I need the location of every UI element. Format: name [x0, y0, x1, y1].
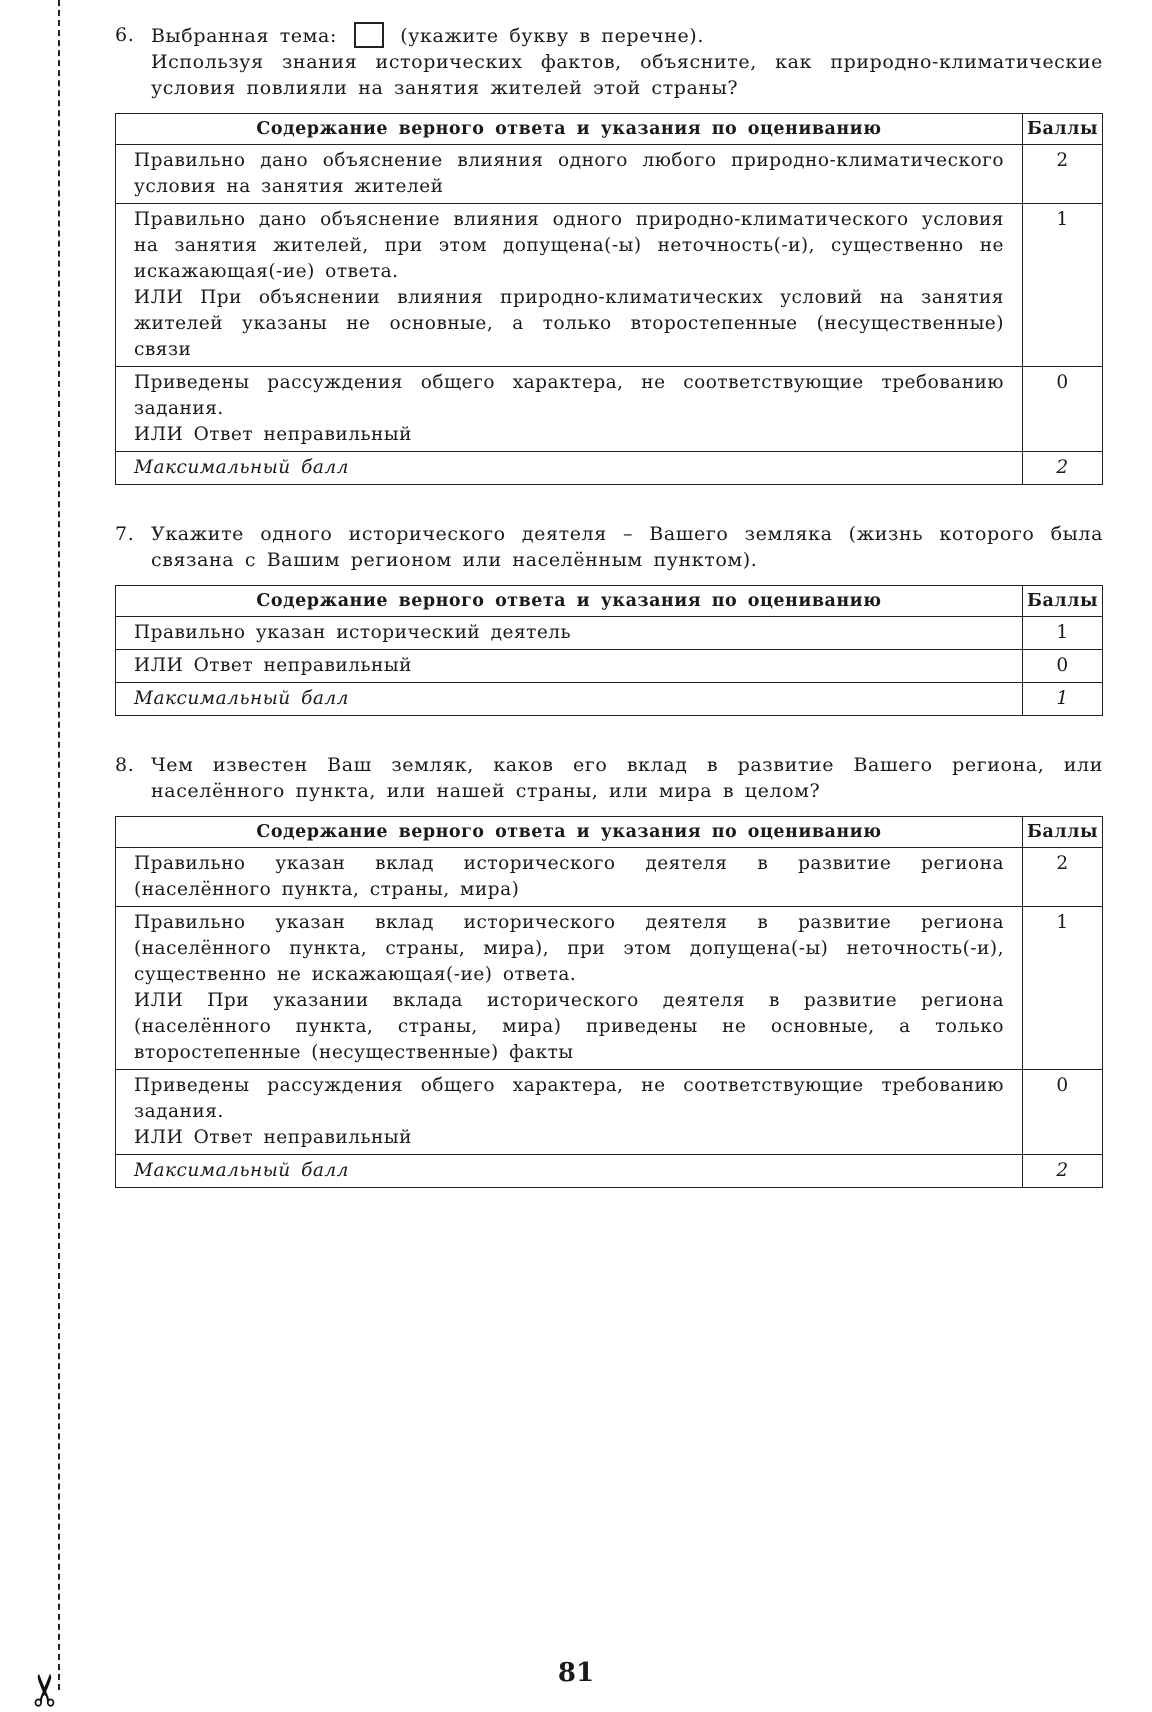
criterion-line: Правильно указан вклад исторического деятеля в развитие региона (населённого пункта, страны, мира), при этом допущена(-ы) неточность(-и), существенно не искажающая(-ие) ответа.: [134, 912, 1004, 985]
max-score-value: 2: [1022, 1155, 1102, 1188]
question-8: [115, 752, 1103, 804]
criterion-line: ИЛИ Ответ неправильный: [134, 1127, 412, 1148]
question-number: 7.: [115, 523, 135, 545]
criterion-score: 2: [1022, 848, 1102, 907]
topic-label: Выбранная тема:: [151, 25, 337, 47]
table-row: [116, 650, 1103, 683]
table-row: [116, 1070, 1103, 1155]
table-row: [116, 367, 1103, 452]
criterion-text: [116, 650, 1023, 683]
grading-table-6: [115, 113, 1103, 485]
table-row: [116, 617, 1103, 650]
scissors-icon: ✂: [20, 1671, 72, 1709]
table-header-row: [116, 114, 1103, 145]
criterion-line: ИЛИ При указании вклада исторического деятеля в развитие региона (населённого пункта, страны, мира) приведены не основные, а только второстепенные (несущественные) факты: [134, 990, 1004, 1063]
max-score-value: 1: [1022, 683, 1102, 716]
question-prompt: Используя знания исторических фактов, объясните, как природно-климатические условия повлияли на занятия жителей этой страны?: [151, 51, 1103, 99]
max-score-label: Максимальный балл: [116, 452, 1023, 485]
question-number: 8.: [115, 754, 135, 776]
criterion-score: 0: [1022, 1070, 1102, 1155]
criterion-line: Правильно дано объяснение влияния одного природно-климатического условия на занятия жителей, при этом допущена(-ы) неточность(-и), существенно не искажающая(-ие) ответа.: [134, 209, 1004, 282]
table-row: [116, 204, 1103, 367]
header-score: Баллы: [1022, 817, 1102, 848]
criterion-text: [116, 204, 1023, 367]
criterion-text: [116, 145, 1023, 204]
table-row: [116, 907, 1103, 1070]
criterion-score: 0: [1022, 367, 1102, 452]
criterion-line: Правильно указан вклад исторического деятеля в развитие региона (населённого пункта, страны, мира): [134, 853, 1004, 900]
criterion-text: [116, 367, 1023, 452]
max-score-row: [116, 683, 1103, 716]
criterion-score: 1: [1022, 617, 1102, 650]
criterion-line: Приведены рассуждения общего характера, не соответствующие требованию задания.: [134, 372, 1004, 419]
header-content: Содержание верного ответа и указания по оцениванию: [116, 586, 1023, 617]
header-content: Содержание верного ответа и указания по оцениванию: [116, 114, 1023, 145]
table-row: [116, 848, 1103, 907]
question-7: [115, 521, 1103, 573]
question-prompt: Укажите одного исторического деятеля – Вашего земляка (жизнь которого была связана с Вашим регионом или населённым пунктом).: [151, 523, 1103, 571]
criterion-line: Приведены рассуждения общего характера, не соответствующие требованию задания.: [134, 1075, 1004, 1122]
question-number: 6.: [115, 24, 135, 46]
topic-letter-box[interactable]: [354, 22, 384, 48]
criterion-score: 2: [1022, 145, 1102, 204]
criterion-score: 1: [1022, 204, 1102, 367]
question-prompt: Чем известен Ваш земляк, каков его вклад в развитие Вашего региона, или населённого пункта, или нашей страны, или мира в целом?: [151, 754, 1103, 802]
max-score-label: Максимальный балл: [116, 1155, 1023, 1188]
max-score-row: [116, 452, 1103, 485]
topic-hint: (укажите букву в перечне).: [400, 25, 704, 47]
max-score-row: [116, 1155, 1103, 1188]
criterion-line: Правильно указан исторический деятель: [134, 622, 572, 643]
question-6: [115, 22, 1103, 101]
cut-line: [58, 0, 60, 1690]
criterion-line: ИЛИ Ответ неправильный: [134, 655, 412, 676]
grading-table-7: [115, 585, 1103, 716]
page-number: 81: [557, 1658, 595, 1688]
grading-table-8: [115, 816, 1103, 1188]
table-header-row: [116, 817, 1103, 848]
header-content: Содержание верного ответа и указания по оцениванию: [116, 817, 1023, 848]
header-score: Баллы: [1022, 586, 1102, 617]
max-score-label: Максимальный балл: [116, 683, 1023, 716]
criterion-line: ИЛИ Ответ неправильный: [134, 424, 412, 445]
criterion-text: [116, 848, 1023, 907]
header-score: Баллы: [1022, 114, 1102, 145]
page-content: [115, 22, 1103, 1188]
criterion-text: [116, 1070, 1023, 1155]
max-score-value: 2: [1022, 452, 1102, 485]
table-header-row: [116, 586, 1103, 617]
question-text: [151, 752, 1103, 804]
criterion-score: 0: [1022, 650, 1102, 683]
table-row: [116, 145, 1103, 204]
question-text: [151, 521, 1103, 573]
criterion-text: [116, 617, 1023, 650]
criterion-text: [116, 907, 1023, 1070]
criterion-score: 1: [1022, 907, 1102, 1070]
criterion-line: ИЛИ При объяснении влияния природно-климатических условий на занятия жителей указаны не основные, а только второстепенные (несущественные) связи: [134, 287, 1004, 360]
criterion-line: Правильно дано объяснение влияния одного любого природно-климатического условия на занятия жителей: [134, 150, 1004, 197]
question-text: [151, 22, 1103, 101]
